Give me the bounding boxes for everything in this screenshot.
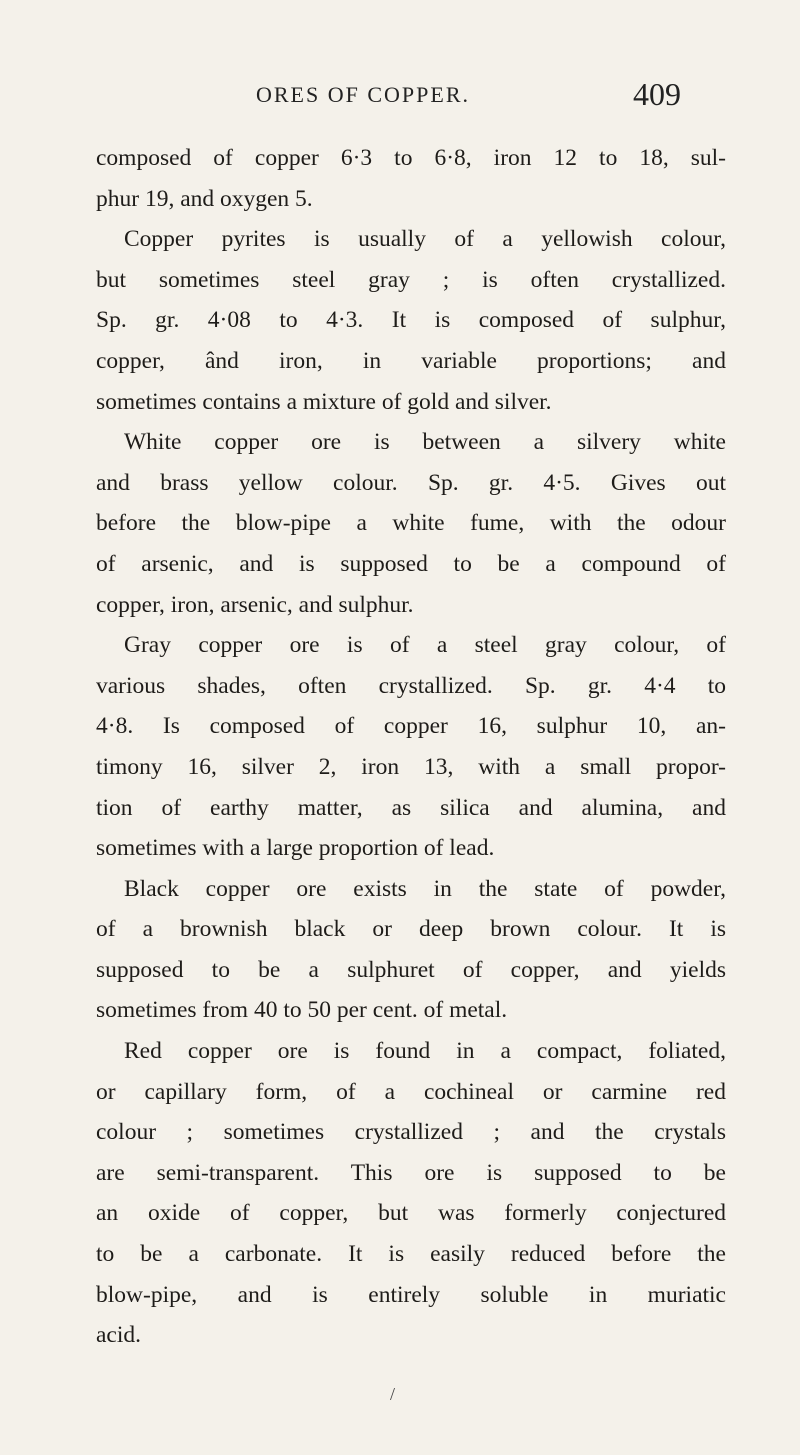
text-line: blow-pipe, and is entirely soluble in muriatic xyxy=(96,1281,726,1308)
text-line: Copper pyrites is usually of a yellowish colour, xyxy=(124,226,726,253)
page-number: 409 xyxy=(633,76,681,112)
text-line: are semi-transparent. This ore is supposed to be xyxy=(96,1159,726,1186)
text-line: Gray copper ore is of a steel gray colour, of xyxy=(124,632,726,659)
paragraph-copper-pyrites xyxy=(96,219,726,422)
paragraph-white-copper-ore xyxy=(96,422,726,625)
running-title: ORES OF COPPER. xyxy=(256,82,471,107)
running-head xyxy=(0,78,800,114)
text-line: an oxide of copper, but was formerly conjectured xyxy=(96,1200,726,1227)
text-line: supposed to be a sulphuret of copper, and yields xyxy=(96,956,726,983)
text-line: 4·8. Is composed of copper 16, sulphur 10, an- xyxy=(96,713,726,740)
text-line: copper, iron, arsenic, and sulphur. xyxy=(96,591,414,618)
text-line: sometimes contains a mixture of gold and silver. xyxy=(96,388,552,415)
text-line: but sometimes steel gray ; is often crystallized. xyxy=(96,266,726,293)
text-line: sometimes from 40 to 50 per cent. of metal. xyxy=(96,997,508,1024)
text-line: Black copper ore exists in the state of powder, xyxy=(124,875,726,902)
text-line: composed of copper 6·3 to 6·8, iron 12 to 18, sul- xyxy=(96,145,726,171)
text-line: various shades, often crystallized. Sp. gr. 4·4 to xyxy=(96,672,726,699)
paragraph-red-copper-ore xyxy=(96,1031,726,1356)
text-line: phur 19, and oxygen 5. xyxy=(96,185,313,212)
body-text xyxy=(96,138,726,1356)
text-line: before the blow-pipe a white fume, with the odour xyxy=(96,510,726,537)
text-line: sometimes with a large proportion of lead. xyxy=(96,835,495,862)
paragraph-copper-glance-continued xyxy=(96,138,726,219)
text-line: to be a carbonate. It is easily reduced before the xyxy=(96,1241,726,1268)
text-line: of a brownish black or deep brown colour. It is xyxy=(96,916,726,943)
text-line: acid. xyxy=(96,1322,142,1349)
text-line: tion of earthy matter, as silica and alumina, and xyxy=(96,794,726,821)
text-line: Red copper ore is found in a compact, foliated, xyxy=(124,1038,726,1065)
text-line: or capillary form, of a cochineal or carmine red xyxy=(96,1078,726,1105)
text-line: White copper ore is between a silvery white xyxy=(124,429,726,456)
paragraph-black-copper-ore xyxy=(96,869,726,1031)
text-line: Sp. gr. 4·08 to 4·3. It is composed of sulphur, xyxy=(96,307,726,334)
text-line: of arsenic, and is supposed to be a compound of xyxy=(96,550,726,577)
text-line: copper, ând iron, in variable proportions; and xyxy=(96,347,726,374)
text-line: colour ; sometimes crystallized ; and the crystals xyxy=(96,1119,726,1146)
text-line: and brass yellow colour. Sp. gr. 4·5. Gives out xyxy=(96,469,726,496)
footer-mark: / xyxy=(390,1384,396,1404)
text-line: timony 16, silver 2, iron 13, with a small propor- xyxy=(96,753,726,780)
paragraph-gray-copper-ore xyxy=(96,625,726,869)
